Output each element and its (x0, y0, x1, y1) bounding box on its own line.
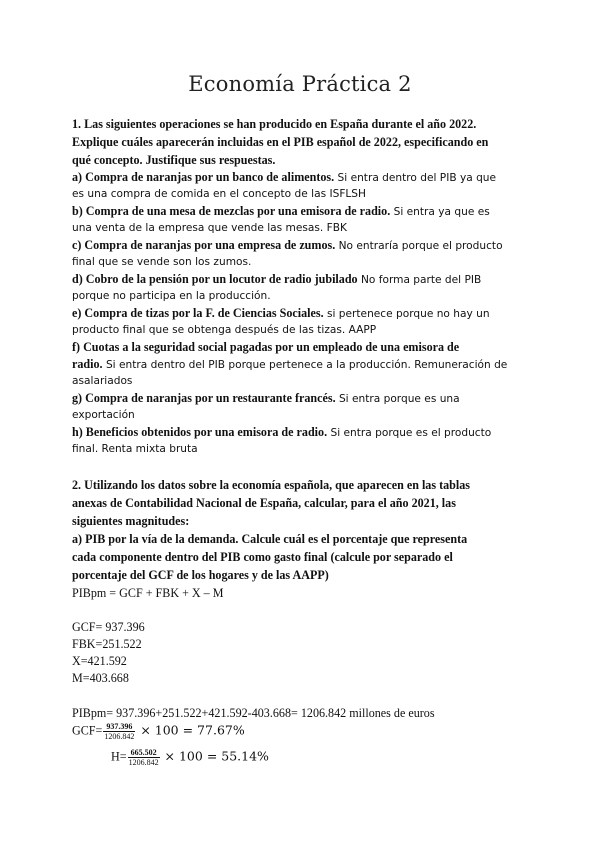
item-question: d) Cobro de la pensión por un locutor de radio jubilado (72, 272, 358, 286)
equation-result: × 100 = 77.67% (136, 722, 245, 738)
item-answer: Si entra dentro del PIB ya que (334, 172, 497, 184)
fraction (128, 748, 160, 767)
item-answer: Si entra porque es una (335, 393, 460, 405)
value-line: FBK=251.522 (72, 637, 142, 651)
q1-item-c (72, 238, 532, 254)
item-question: b) Compra de una mesa de mezclas por una emisora de radio. (72, 204, 391, 218)
item-answer: No entraría porque el producto (335, 240, 503, 252)
q1-item-f-cont2: asalariados (72, 375, 133, 387)
item-question: radio. (72, 357, 103, 371)
q1-item-f-cont (72, 357, 532, 373)
numerator: 665.502 (128, 748, 160, 758)
q1-item-e-cont: producto final que se obtenga después de las tizas. AAPP (72, 324, 377, 336)
value-line: M=403.668 (72, 671, 129, 685)
q2-heading-line: porcentaje del GCF de los hogares y de las AAPP) (72, 568, 329, 582)
value-line: X=421.592 (72, 654, 127, 668)
q2-heading-line: cada componente dentro del PIB como gasto final (calcule por separado el (72, 550, 453, 564)
value-line: GCF= 937.396 (72, 620, 145, 634)
page-title: Economía Práctica 2 (188, 72, 412, 96)
q1-item-a (72, 170, 532, 186)
formula-line: PIBpm = GCF + FBK + X – M (72, 586, 224, 600)
q1-item-h (72, 425, 532, 441)
q1-item-d-cont: porque no participa en la producción. (72, 290, 271, 302)
q1-heading-line: 1. Las siguientes operaciones se han producido en España durante el año 2022. (72, 117, 477, 131)
q1-item-h-cont: final. Renta mixta bruta (72, 443, 198, 455)
item-answer: Si entra ya que es (390, 206, 490, 218)
numerator: 937.396 (103, 722, 135, 732)
q1-item-c-cont: final que se vende son los zumos. (72, 256, 252, 268)
item-question: h) Beneficios obtenidos por una emisora de radio. (72, 425, 328, 439)
equation-label: H= (111, 749, 127, 764)
item-question: c) Compra de naranjas por una empresa de zumos. (72, 238, 336, 252)
item-question: e) Compra de tizas por la F. de Ciencias Sociales. (72, 306, 324, 320)
q1-heading-line: qué concepto. Justifique sus respuestas. (72, 153, 276, 167)
q1-item-b (72, 204, 532, 220)
q1-item-f: f) Cuotas a la seguridad social pagadas por un empleado de una emisora de (72, 340, 460, 354)
item-answer: si pertenece porque no hay un (323, 308, 490, 320)
fraction (103, 722, 135, 741)
equation-result: × 100 = 55.14% (160, 748, 269, 764)
q1-item-d (72, 272, 532, 288)
total-line: PIBpm= 937.396+251.522+421.592-403.668= 1206.842 millones de euros (72, 706, 435, 720)
item-question: g) Compra de naranjas por un restaurante francés. (72, 391, 336, 405)
q1-heading-line: Explique cuáles aparecerán incluidas en el PIB español de 2022, especificando en (72, 135, 489, 149)
denominator: 1206.842 (104, 732, 135, 741)
q1-item-a-cont: es una compra de comida en el concepto de las ISFLSH (72, 188, 367, 200)
q1-item-g (72, 391, 532, 407)
q1-item-e (72, 306, 532, 322)
q2-heading-line: anexas de Contabilidad Nacional de España, calcular, para el año 2021, las (72, 496, 456, 510)
q2-heading-line: a) PIB por la vía de la demanda. Calcule cuál es el porcentaje que representa (72, 532, 468, 546)
q1-item-b-cont: una venta de la empresa que vende las mesas. FBK (72, 222, 347, 234)
item-answer: No forma parte del PIB (357, 274, 482, 286)
item-answer: Si entra porque es el producto (327, 427, 492, 439)
q2-heading-line: siguientes magnitudes: (72, 514, 190, 528)
item-answer: Si entra dentro del PIB porque pertenece a la producción. Remuneración de (102, 359, 508, 371)
denominator: 1206.842 (128, 758, 159, 767)
h-percentage (111, 748, 571, 767)
q2-heading-line: 2. Utilizando los datos sobre la economía española, que aparecen en las tablas (72, 478, 471, 492)
q1-item-g-cont: exportación (72, 409, 135, 421)
equation-label: GCF= (72, 723, 103, 738)
item-question: a) Compra de naranjas por un banco de alimentos. (72, 170, 335, 184)
gcf-percentage (72, 722, 532, 741)
